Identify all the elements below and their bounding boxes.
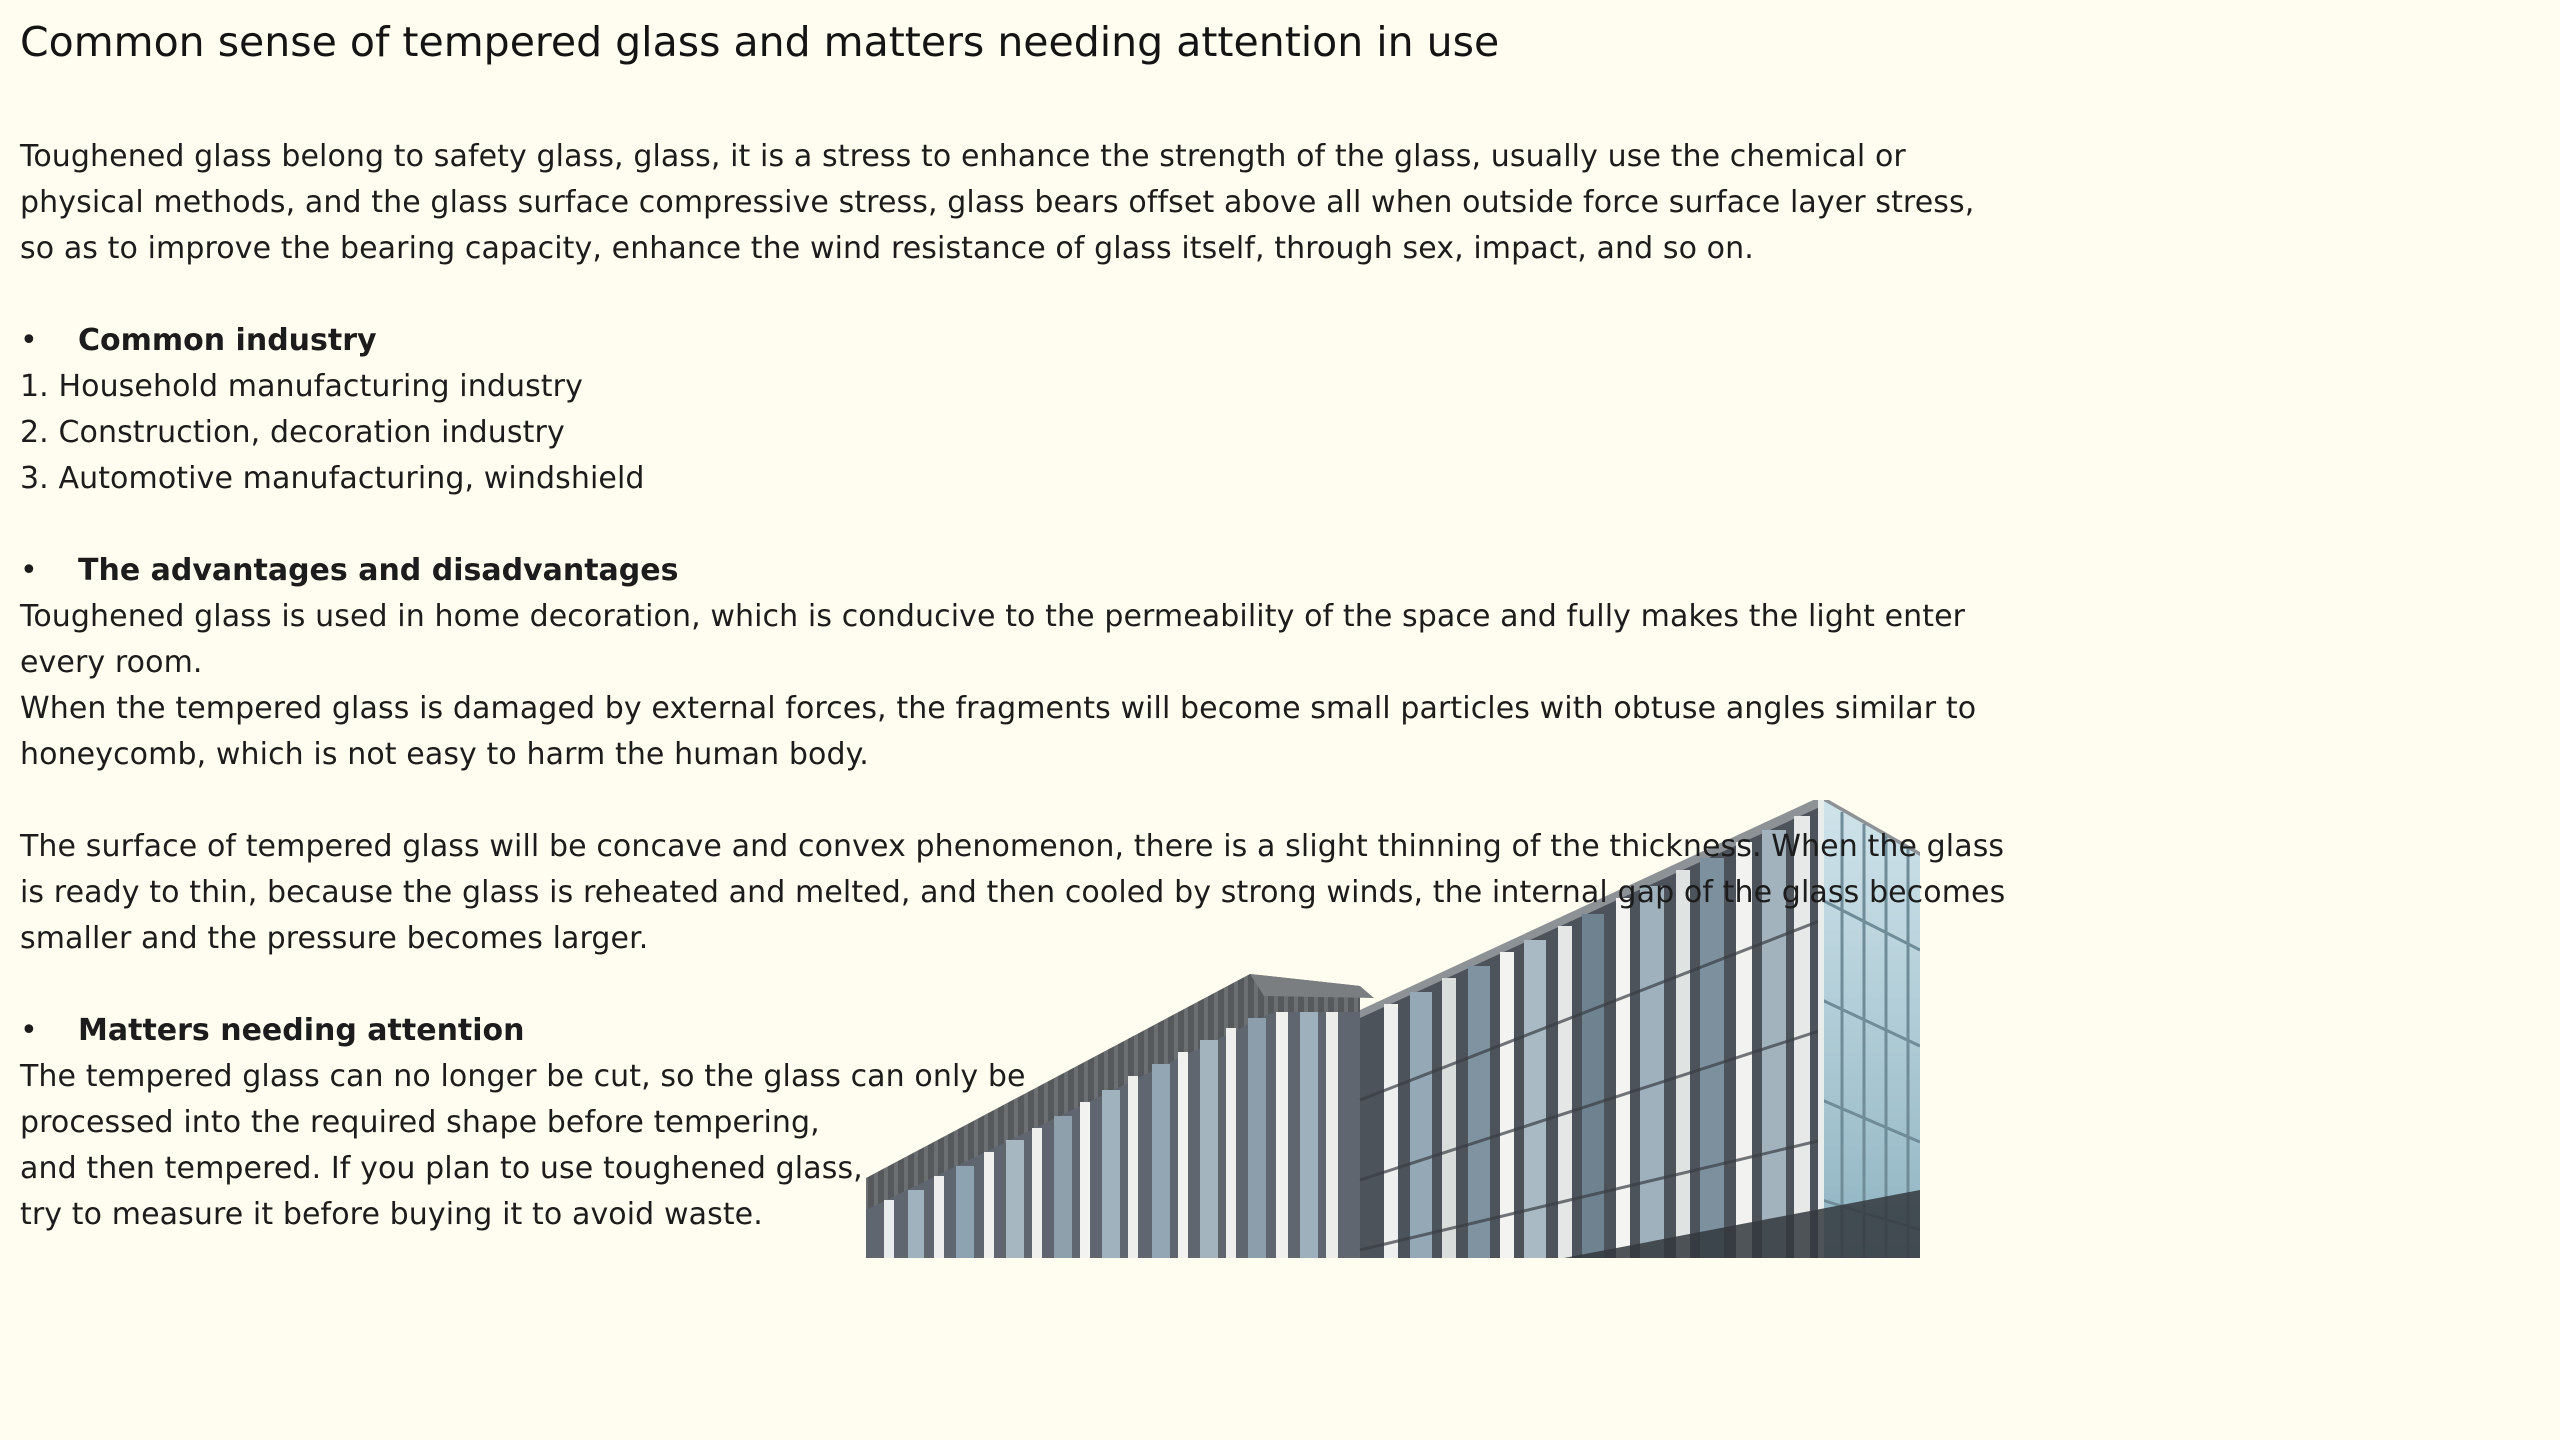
section-heading-label: Common industry (78, 323, 377, 358)
paragraph-line: Toughened glass is used in home decoration, which is conducive to the permeability of the space and fully makes the light enter (20, 599, 1966, 634)
section-heading-advantages (20, 548, 678, 594)
intro-line: so as to improve the bearing capacity, enhance the wind resistance of glass itself, through sex, impact, and so on. (20, 231, 1754, 266)
paragraph-line: smaller and the pressure becomes larger. (20, 921, 649, 956)
list-item: 2. Construction, decoration industry (20, 415, 565, 450)
intro-line: physical methods, and the glass surface compressive stress, glass bears offset above all when outside force surface layer stress, (20, 185, 1975, 220)
list-item: 3. Automotive manufacturing, windshield (20, 461, 645, 496)
paragraph-line: processed into the required shape before tempering, (20, 1105, 820, 1140)
paragraph-line: honeycomb, which is not easy to harm the human body. (20, 737, 869, 772)
paragraph-line: The surface of tempered glass will be concave and convex phenomenon, there is a slight thinning of the thickness. When the glass (20, 829, 2005, 864)
section-heading-attention (20, 1008, 525, 1054)
bullet: • (20, 553, 38, 588)
section-heading-label: The advantages and disadvantages (78, 553, 679, 588)
section-heading-label: Matters needing attention (78, 1013, 525, 1048)
section-heading-industry (20, 318, 377, 364)
paragraph-line: When the tempered glass is damaged by external forces, the fragments will become small particles with obtuse angles similar to (20, 691, 1977, 726)
list-item: 1. Household manufacturing industry (20, 369, 583, 404)
paragraph-line: and then tempered. If you plan to use toughened glass, (20, 1151, 863, 1186)
page-title: Common sense of tempered glass and matters needing attention in use (20, 18, 1500, 66)
paragraph-line: try to measure it before buying it to avoid waste. (20, 1197, 763, 1232)
paragraph-line: The tempered glass can no longer be cut, so the glass can only be (20, 1059, 1026, 1094)
bullet: • (20, 1013, 38, 1048)
intro-line: Toughened glass belong to safety glass, glass, it is a stress to enhance the strength of the glass, usually use the chemical or (20, 139, 1906, 174)
paragraph-line: is ready to thin, because the glass is reheated and melted, and then cooled by strong winds, the internal gap of the glass becomes (20, 875, 2006, 910)
bullet: • (20, 323, 38, 358)
paragraph-line: every room. (20, 645, 203, 680)
